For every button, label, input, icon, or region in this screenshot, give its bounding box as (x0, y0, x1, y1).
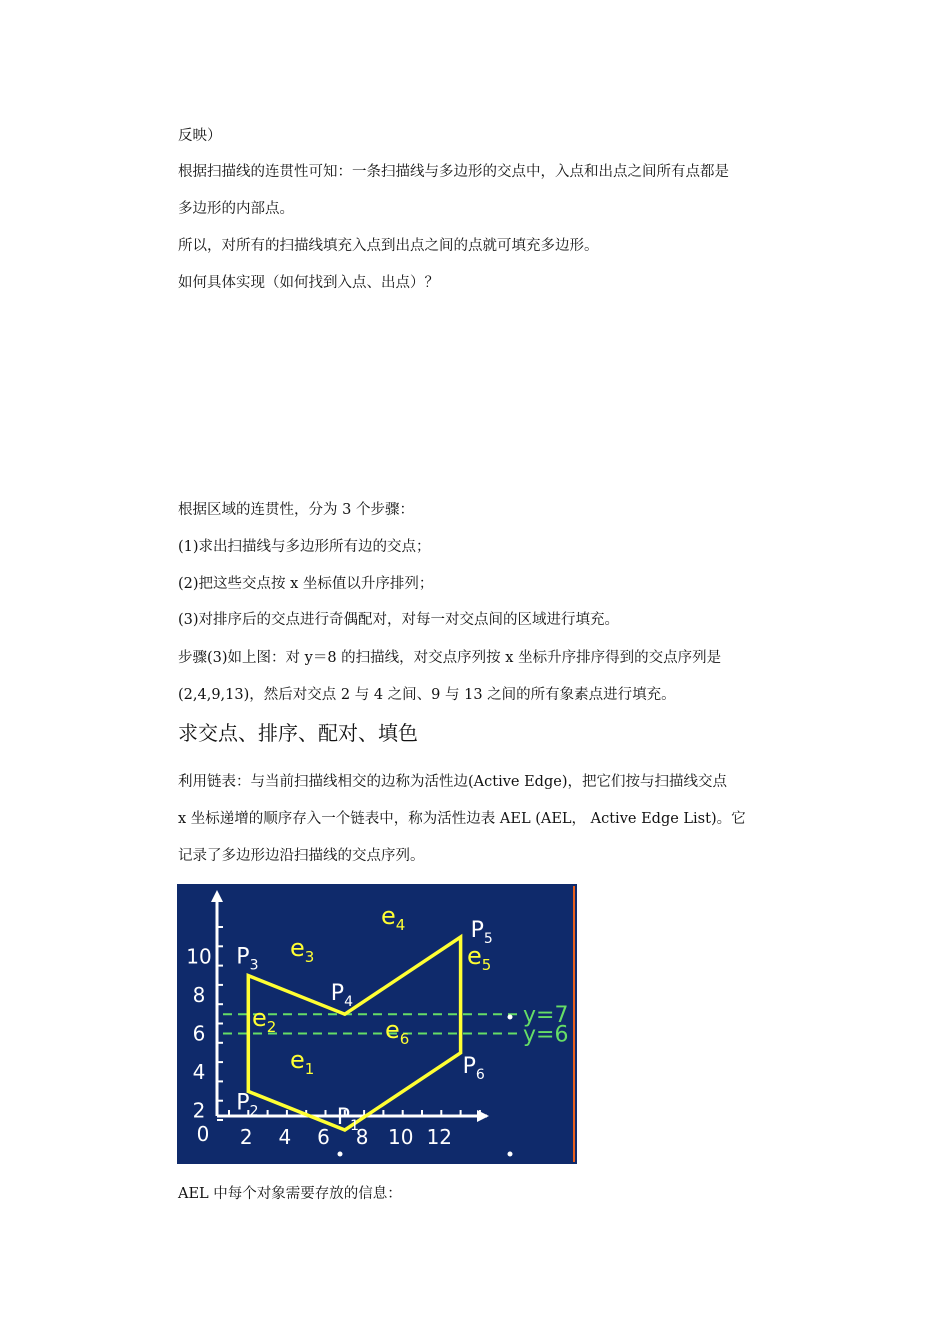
edge-label: $e_1$ (290, 1046, 315, 1078)
figure-canvas (177, 884, 577, 1164)
edge-label: $e_6$ (385, 1016, 410, 1048)
scanline-label: y=6 (523, 1022, 569, 1048)
paragraph-text: 如何具体实现（如何找到入点、出点）？ (178, 275, 439, 291)
edge-subscript: 4 (395, 916, 406, 934)
figure-labels (186, 902, 493, 1149)
vertex-subscript: 5 (483, 931, 493, 947)
polygon-scanline-figure (177, 884, 577, 1164)
polygon (248, 937, 460, 1130)
dot-marker (508, 1152, 513, 1157)
vertex-subscript: 2 (249, 1103, 259, 1120)
edge-subscript: 2 (266, 1018, 277, 1036)
y-tick-label: 10 (186, 944, 212, 969)
dot-marker (508, 1015, 513, 1020)
paragraph-text: x 坐标递增的顺序存入一个链表中，称为活性边表 AEL (AEL， Active Edge List)。它 (178, 811, 746, 827)
y-tick-label: 2 (192, 1098, 206, 1123)
origin-label: 0 (196, 1122, 210, 1146)
edge-subscript: 6 (399, 1030, 410, 1048)
y-tick-label: 4 (192, 1060, 206, 1085)
vertex-label: $P_1$ (336, 1105, 360, 1134)
scanline-label: y=7 (523, 1003, 569, 1029)
edge-subscript: 3 (304, 948, 315, 966)
section-heading: 求交点、排序、配对、填色 (178, 721, 418, 745)
figure-caption: AEL 中每个对象需要存放的信息： (178, 1186, 402, 1202)
edge-label: $e_5$ (467, 942, 492, 974)
paragraph-text: 根据扫描线的连贯性可知：一条扫描线与多边形的交点中，入点和出点之间所有点都是 (178, 164, 729, 180)
y-tick-label: 8 (192, 982, 206, 1007)
paragraph-text: 步骤(3)如上图：对 y＝8 的扫描线，对交点序列按 x 坐标升序排序得到的交点序列是 (178, 650, 722, 666)
vertex-subscript: 6 (475, 1066, 485, 1083)
edge-label: $e_4$ (381, 902, 406, 934)
x-tick-label: 10 (387, 1125, 414, 1149)
vertex-label: $P_4$ (330, 981, 354, 1011)
x-tick-label: 4 (278, 1125, 292, 1149)
vertex-label: $P_2$ (236, 1090, 259, 1120)
vertex-label: $P_6$ (462, 1053, 485, 1083)
x-tick-label: 6 (317, 1125, 330, 1149)
paragraph-text: 记录了多边形边沿扫描线的交点序列。 (178, 848, 425, 864)
y-axis-arrow (211, 890, 223, 902)
edge-subscript: 1 (304, 1060, 315, 1078)
vertex-subscript: 1 (350, 1118, 360, 1134)
paragraph-text: 多边形的内部点。 (178, 201, 294, 217)
paragraph-text: 所以，对所有的扫描线填充入点到出点之间的点就可填充多边形。 (178, 238, 599, 254)
y-tick-label: 6 (192, 1021, 206, 1046)
vertex-subscript: 3 (249, 957, 259, 974)
paragraph-text: (3)对排序后的交点进行奇偶配对，对每一对交点间的区域进行填充。 (178, 612, 620, 628)
vertex-label: $P_3$ (236, 944, 259, 974)
x-tick-label: 8 (355, 1125, 369, 1149)
paragraph-text: 根据区域的连贯性，分为 3 个步骤： (178, 502, 414, 518)
paragraph-text: (1)求出扫描线与多边形所有边的交点； (178, 539, 431, 555)
polygon-outline (248, 937, 460, 1130)
x-axis-arrow (477, 1110, 489, 1122)
edge-label: $e_2$ (252, 1004, 277, 1036)
x-tick-label: 12 (426, 1125, 453, 1149)
x-tick-label: 2 (239, 1125, 253, 1149)
edge-subscript: 5 (481, 956, 492, 974)
paragraph-text: 利用链表：与当前扫描线相交的边称为活性边(Active Edge)，把它们按与扫描线交点 (178, 774, 727, 790)
vertex-subscript: 4 (344, 994, 354, 1011)
paragraph-text: 反映） (178, 128, 222, 144)
dot-marker (338, 1152, 343, 1157)
paragraph-text: (2,4,9,13)，然后对交点 2 与 4 之间、9 与 13 之间的所有象素点进行填充。 (178, 687, 676, 703)
paragraph-text: (2)把这些交点按 x 坐标值以升序排列； (178, 576, 434, 592)
edge-label: $e_3$ (290, 934, 315, 966)
vertex-label: $P_5$ (470, 918, 493, 947)
